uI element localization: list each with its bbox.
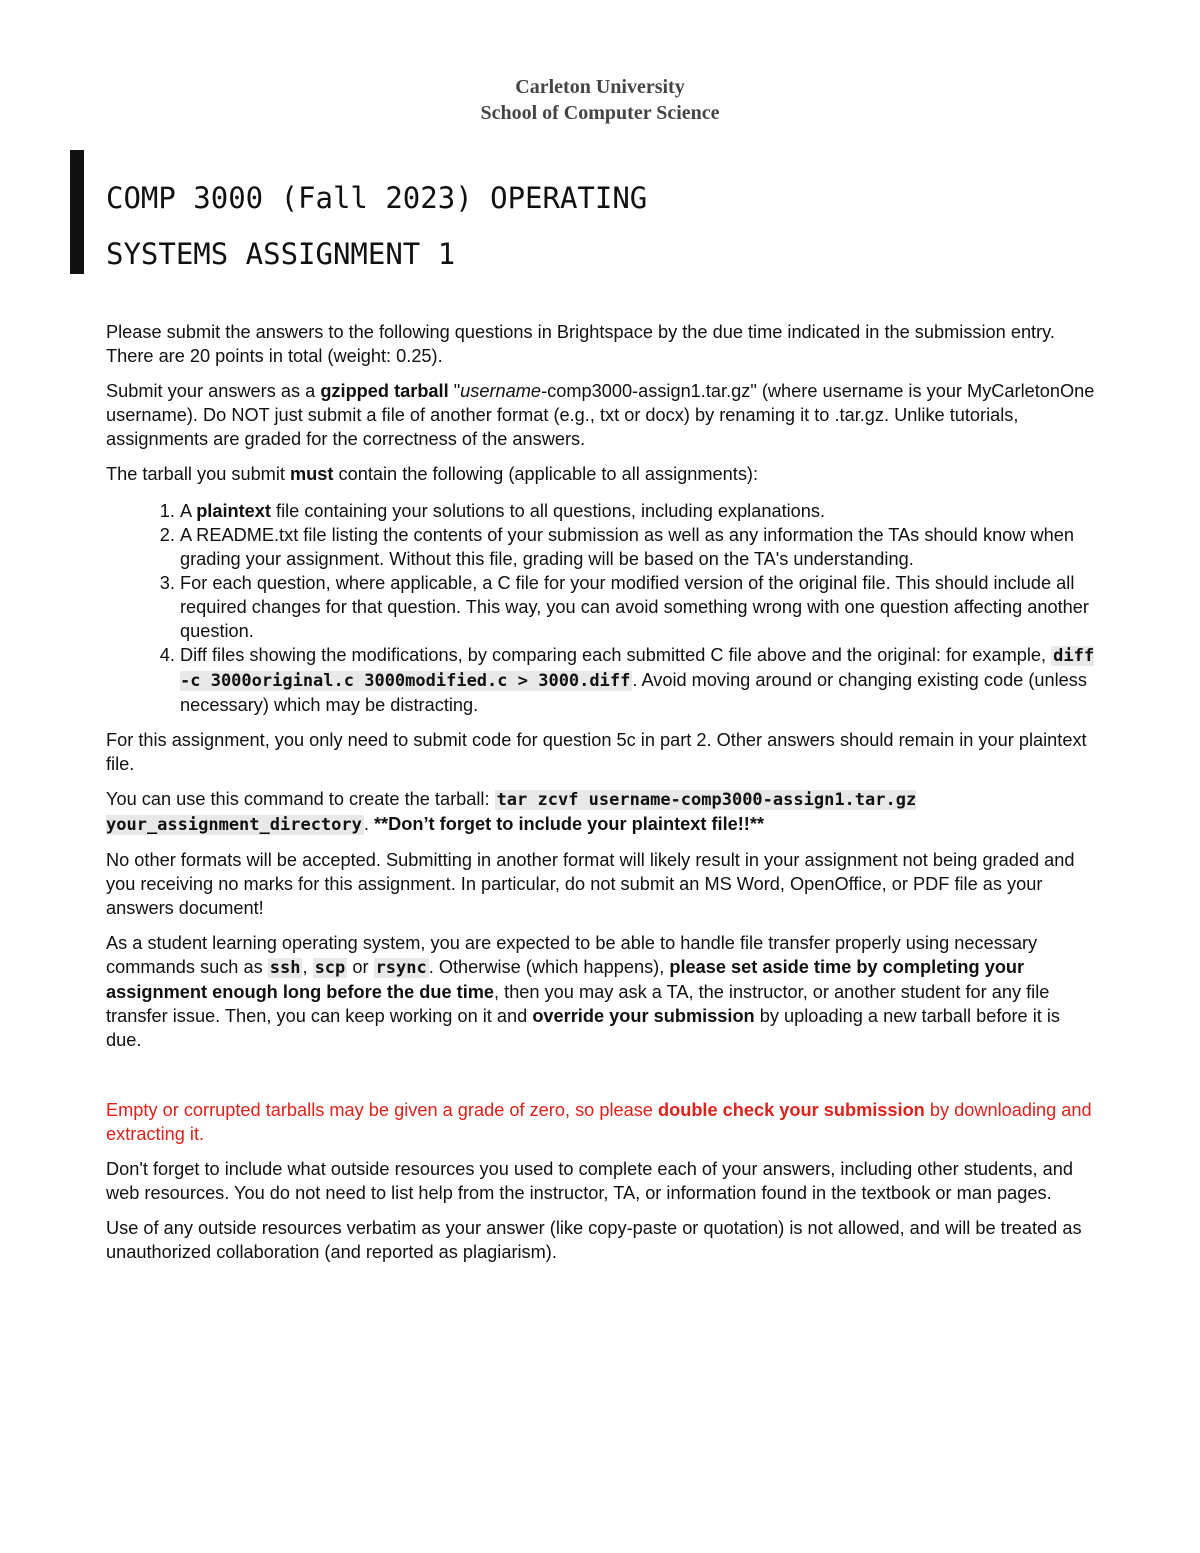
diff-command-code: diff -c 3000original.c 3000modified.c > 3000.diff <box>180 646 1095 691</box>
emphasis-plaintext: plaintext <box>196 501 271 521</box>
emphasis-must: must <box>289 464 334 484</box>
text: As a student learning operating system, you are expected to be able to handle file transfer properly using necessary commands such as <box>106 933 1038 977</box>
title-line-1: COMP 3000 (Fall 2023) OPERATING <box>106 181 648 215</box>
text: The tarball you submit <box>106 464 290 484</box>
list-item <box>180 643 1096 717</box>
scp-code: scp <box>314 958 346 978</box>
text: . Otherwise (which happens), <box>428 957 670 977</box>
emphasis-username: username <box>460 381 542 401</box>
emphasis-set-aside-time: please set aside time by completing your assignment enough long before the due time <box>106 957 1025 1002</box>
paragraph-formats: No other formats will be accepted. Submitting in another format will likely result in your assignment not being graded and you receiving no marks for this assignment. In particular, do not submit an MS Word, OpenOffice, or PDF file as your answers document! <box>106 850 1075 918</box>
rsync-code: rsync <box>375 958 427 978</box>
paragraph-intro: Please submit the answers to the following questions in Brightspace by the due time indicated in the submission entry. There are 20 points in total (weight: 0.25). <box>106 322 1055 366</box>
text: by downloading and extracting it. <box>106 1100 1092 1144</box>
text: . <box>363 814 374 834</box>
paragraph-warning <box>106 1098 1096 1146</box>
requirements-list <box>106 499 1096 717</box>
university-name: Carleton University <box>515 76 685 98</box>
text: Diff files showing the modifications, by comparing each submitted C file above and the original: for example, <box>180 645 1052 665</box>
text: , then you may ask a TA, the instructor, or another student for any file transfer issue. Then, you can keep working on it and <box>106 982 1050 1026</box>
text: Empty or corrupted tarballs may be given a grade of zero, so please <box>106 1100 658 1120</box>
emphasis-double-check: double check your submission <box>657 1100 925 1120</box>
tar-command-code: tar zcvf username-comp3000-assign1.tar.gz your_assignment_directory <box>106 790 917 835</box>
emphasis-plaintext-reminder: **Don’t forget to include your plaintext file!!** <box>373 814 765 834</box>
text: . Avoid moving around or changing existing code (unless necessary) which may be distracting. <box>180 670 1087 715</box>
paragraph-code-submission: For this assignment, you only need to submit code for question 5c in part 2. Other answers should remain in your plaintext file. <box>106 730 1087 774</box>
text: " <box>448 381 461 401</box>
paragraph-tarball-contents <box>106 462 1096 486</box>
paragraph-tar-command <box>106 787 1096 837</box>
text: , <box>302 957 313 977</box>
list-item: 2. A README.txt file listing the contents of your submission as well as any information the TAs should know when grading your assignment. Without this file, grading will be based on the TA's understanding. <box>180 523 1096 571</box>
emphasis-gzipped-tarball: gzipped tarball <box>320 381 449 401</box>
text: contain the following (applicable to all assignments): <box>333 464 759 484</box>
text: A <box>180 501 197 521</box>
text: Submit your answers as a <box>106 381 321 401</box>
text: You can use this command to create the tarball: <box>106 789 495 809</box>
text: file containing your solutions to all questions, including explanations. <box>270 501 826 521</box>
document-body <box>106 320 1096 1275</box>
paragraph-submit-format <box>106 379 1096 451</box>
list-item: 3. For each question, where applicable, a C file for your modified version of the original file. This should include all required changes for that question. This way, you can avoid something wrong with one question affecting another question. <box>180 571 1096 643</box>
paragraph-file-transfer <box>106 931 1096 1052</box>
school-name: School of Computer Science <box>480 102 720 124</box>
text: by uploading a new tarball before it is due. <box>106 1006 1061 1050</box>
title-line-2: SYSTEMS ASSIGNMENT 1 <box>106 237 456 271</box>
ssh-code: ssh <box>269 958 301 978</box>
title-accent-bar <box>70 150 84 274</box>
text: -comp3000-assign1.tar.gz" (where username is your MyCarletonOne username). Do NOT just submit a file of another format (e.g., txt or docx) by renaming it to .tar.gz. Unlike tutorials, assignments are graded for the correctness of the answers. <box>106 381 1095 449</box>
document-title <box>106 170 1106 282</box>
list-item <box>180 499 1096 523</box>
paragraph-plagiarism: Use of any outside resources verbatim as your answer (like copy-paste or quotation) is not allowed, and will be treated as unauthorized collaboration (and reported as plagiarism). <box>106 1218 1082 1262</box>
paragraph-outside-resources: Don't forget to include what outside resources you used to complete each of your answers, including other students, and web resources. You do not need to list help from the instructor, TA, or information found in the textbook or man pages. <box>106 1159 1073 1203</box>
text: or <box>347 957 374 977</box>
emphasis-override-submission: override your submission <box>532 1006 755 1026</box>
